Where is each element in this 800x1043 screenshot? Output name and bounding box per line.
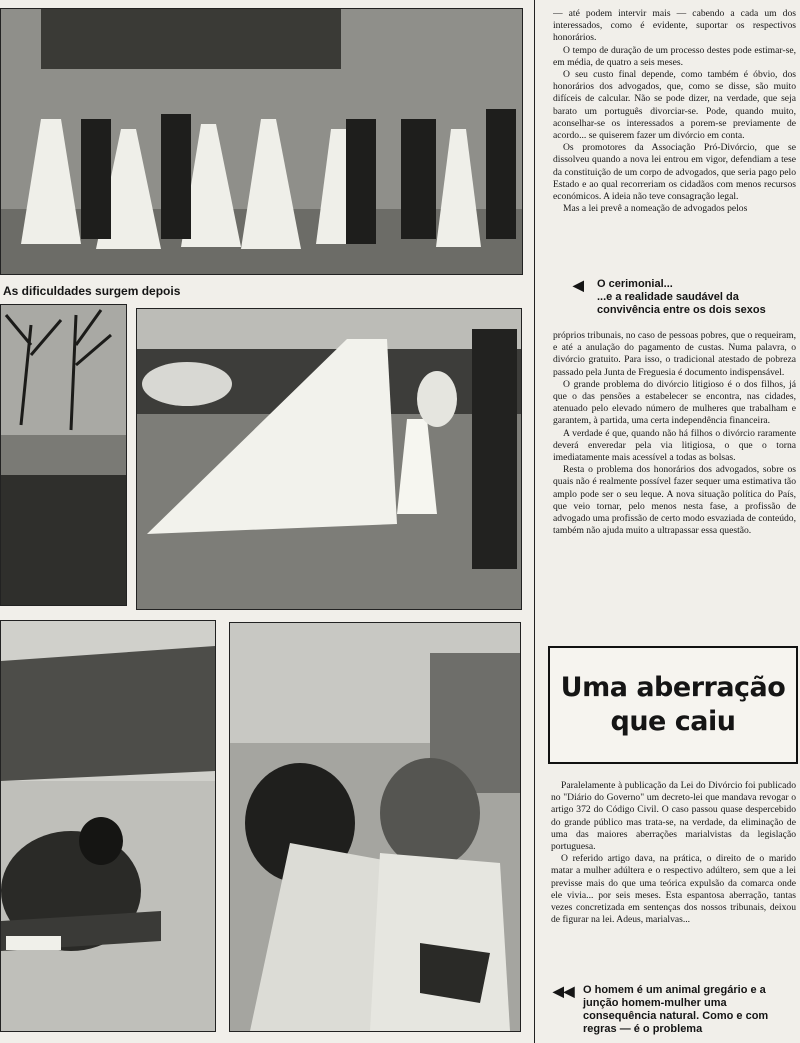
couple-embrace-photo: [229, 622, 521, 1032]
paragraph: Mas a lei prevê a nomeação de advogados pelos: [563, 203, 748, 215]
paragraph: próprios tribunais, no caso de pessoas pobres, que o requeiram, e até a anulação do pagamento de custas. Numa palavra, o divórcio gratuito. Para isso, o tradicional atestado de pobreza passado pela Junta de Freguesia é documento indispensável.: [553, 330, 796, 378]
paragraph: A verdade é que, quando não há filhos o divórcio raramente deverá enveredar pela via litigiosa, o que o torna imediatamente mais acessível a todas as bolsas.: [553, 427, 796, 464]
park-trees-photo: [0, 304, 127, 606]
double-arrow-left-icon: ◀◀: [553, 983, 575, 999]
article-column-bottom: [551, 780, 796, 975]
paragraph: O grande problema do divórcio litigioso é o dos filhos, já que o das pensões a estabelecer se encontra, nas cidades, atenuado pelo elevado número de mulheres que trabalham e garantem, à partida, uma certa independência financeira.: [553, 378, 796, 427]
paragraph: Resta o problema dos honorários dos advogados, sobre os quais não é realmente possível fazer sequer uma estimativa tão amplo pode ser o seu leque. A nova situação política do País, que veio tornar, pelo menos nesta fase, a profissão de advogado uma profissão de certo modo esvaziada de conteúdo, também não ajuda muito a ultrapassar essa questão.: [553, 464, 796, 537]
paragraph: Os promotores da Associação Pró-Divórcio, que se dissolveu quando a nova lei entrou em vigor, defendiam a tese da constituição de um corpo de advogados, que seria pago pelo Estado e ao qual recorreriam os cidadãos com menos recursos económicos. A ideia não teve consagração legal.: [553, 142, 796, 203]
column-divider: [534, 0, 535, 1043]
beach-cliff-photo: [0, 620, 216, 1032]
paragraph: O referido artigo dava, na prática, o direito de o marido matar a mulher adúltera e o respectivo adúltero, sem que a lei previsse mais do que uma teórica expulsão da comarca onde ele vivia... por seis meses. Esta espantosa aberração, tantas vezes concretizada em sentenças dos nossos tribunais, deixou de figurar na lei. Adeus, marialvas...: [551, 853, 796, 926]
pull-quote-gregarious: [553, 984, 798, 1042]
paragraph: O tempo de duração de um processo destes pode estimar-se, em média, de quatro a seis meses.: [553, 44, 796, 68]
photo-caption: As dificuldades surgem depois: [3, 284, 181, 298]
bride-veil-street-photo: [136, 308, 522, 610]
article-column-top: [553, 8, 796, 270]
arrow-left-icon: ◀: [573, 277, 584, 293]
paragraph: O seu custo final depende, como também é óbvio, dos honorários dos advogados, que, como se disse, são muito difíceis de calcular. Não se pode dizer, na verdade, que seja barato um português divorciar-se. Pode, quando muito, aconselhar-se os interessados a porem-se previamente de acordo... se quiserem fazer um divórcio em conta.: [553, 69, 796, 142]
headline-box: [548, 646, 798, 764]
pull-quote-text: O homem é um animal gregário e a junção homem-mulher uma consequência natural. Como e com regras — é o problema: [583, 984, 769, 1035]
paragraph: — até podem intervir mais — cabendo a cada um dos interessados, como é evidente, suportar os respectivos honorários.: [553, 8, 796, 44]
headline: Uma aberração que caiu: [560, 672, 786, 737]
pull-quote-ceremonial: [573, 278, 797, 320]
group-wedding-photo: [0, 8, 523, 275]
pull-quote-line: ...e a realidade saudável da convivência entre os dois sexos: [597, 291, 766, 316]
article-column-middle: [553, 330, 796, 630]
paragraph: Paralelamente à publicação da Lei do Divórcio foi publicado no "Diário do Governo" um decreto-lei que mandava revogar o artigo 372 do Código Civil. O caso passou quase despercebido do grande público mas trata-se, na verdade, da eliminação de uma das maiores aberrações marialvistas da legislação portuguesa.: [551, 780, 796, 853]
pull-quote-line: O cerimonial...: [597, 278, 673, 290]
